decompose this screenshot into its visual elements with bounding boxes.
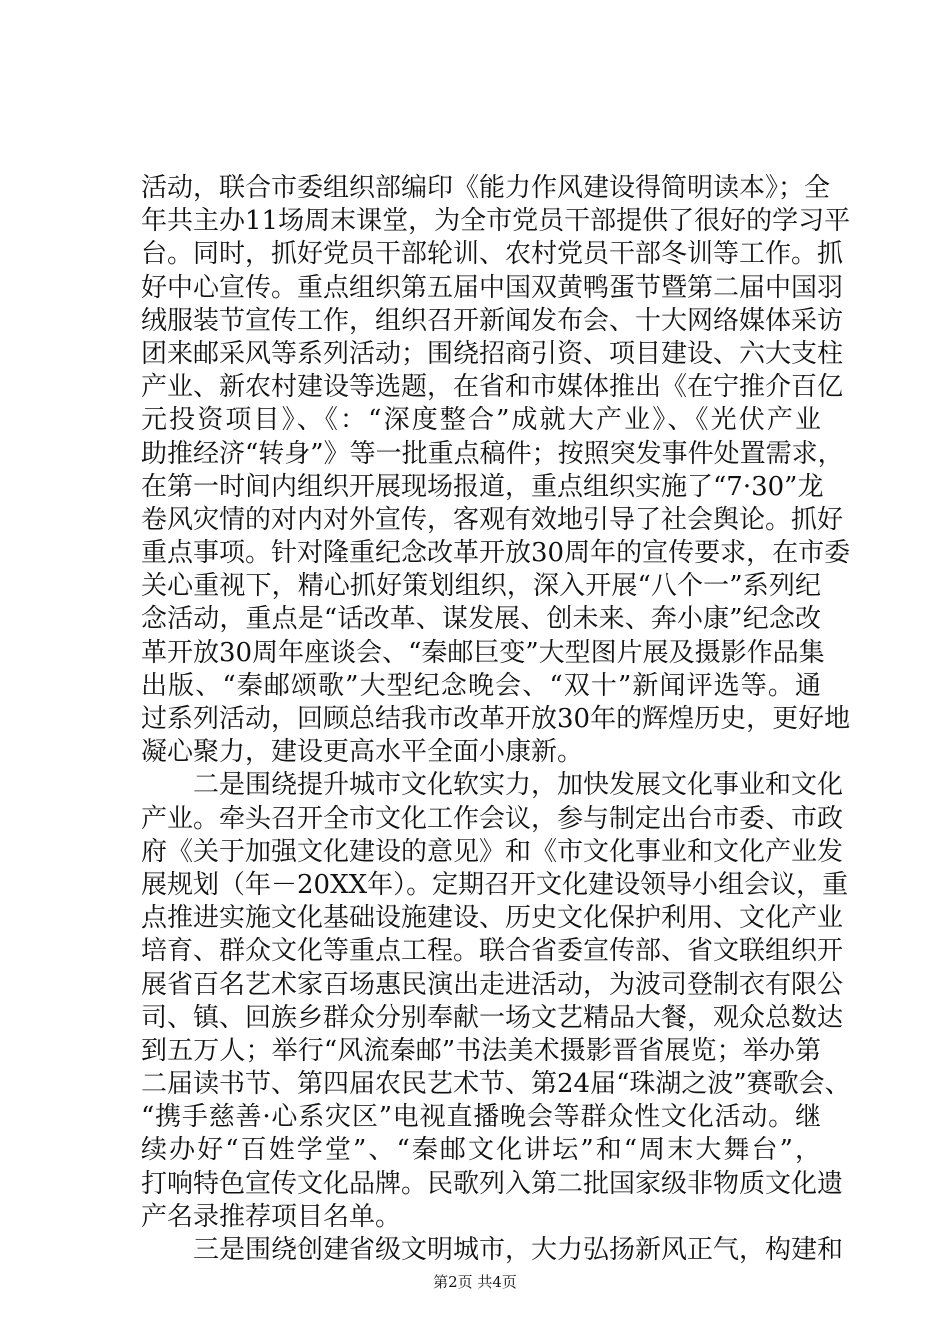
text-line: 二是围绕提升城市文化软实力，加快发展文化事业和文化: [141, 770, 844, 801]
text-line: 续办好“百姓学堂”、“秦邮文化讲坛”和“周末大舞台”，: [141, 1135, 821, 1166]
text-line: 培育、群众文化等重点工程。联合省委宣传部、省文联组织开: [141, 936, 844, 967]
text-line: 到五万人；举行“风流秦邮”书法美术摄影晋省展览；举办第: [141, 1035, 821, 1066]
text-line: 年共主办11场周末课堂，为全市党员干部提供了很好的学习平: [141, 206, 851, 237]
page-footer: 第2页 共4页: [433, 1273, 517, 1291]
text-line: 好中心宣传。重点组织第五届中国双黄鸭蛋节暨第二届中国羽: [141, 272, 844, 303]
text-line: 革开放30周年座谈会、“秦邮巨变”大型图片展及摄影作品集: [141, 637, 825, 668]
text-line: 在第一时间内组织开展现场报道，重点组织实施了“7·30”龙: [141, 471, 824, 502]
text-line: 活动，联合市委组织部编印《能力作风建设得简明读本》；全: [141, 173, 831, 203]
text-line: 产业。牵头召开全市文化工作会议，参与制定出台市委、市政: [141, 803, 844, 834]
text-line: 产名录推荐项目名单。: [141, 1201, 402, 1232]
text-line: 重点事项。针对隆重纪念改革开放30周年的宣传要求，在市委: [141, 538, 851, 569]
text-line: 台。同时，抓好党员干部轮训、农村党员干部冬训等工作。抓: [141, 239, 844, 270]
text-line: 产业、新农村建设等选题，在省和市媒体推出《在宁推介百亿: [141, 372, 844, 403]
text-line: 念活动，重点是“话改革、谋发展、创未来、奔小康”纪念改: [141, 604, 821, 635]
text-line: 过系列活动，回顾总结我市改革开放30年的辉煌历史，更好地: [141, 704, 851, 734]
text-line: 团来邮采风等系列活动；围绕招商引资、项目建设、六大支柱: [141, 338, 844, 369]
text-line: 二届读书节、第四届农民艺术节、第24届“珠湖之波”赛歌会、: [141, 1069, 851, 1100]
body-text: [141, 172, 851, 1267]
text-line: 绒服装节宣传工作，组织召开新闻发布会、十大网络媒体采访: [141, 305, 844, 336]
text-line: 关心重视下，精心抓好策划组织，深入开展“八个一”系列纪: [141, 571, 821, 602]
text-line: 司、镇、回族乡群众分别奉献一场文艺精品大餐，观众总数达: [141, 1002, 844, 1033]
text-line: 凝心聚力，建设更高水平全面小康新。: [141, 737, 584, 768]
text-line: 展省百名艺术家百场惠民演出走进活动，为波司登制衣有限公: [141, 969, 844, 1000]
text-line: “携手慈善·心系灾区”电视直播晚会等群众性文化活动。继: [141, 1102, 821, 1133]
text-line: 点推进实施文化基础设施建设、历史文化保护利用、文化产业: [141, 903, 844, 934]
text-line: 元投资项目》、《：“深度整合”成就大产业》、《光伏产业: [141, 405, 821, 436]
text-line: 出版、“秦邮颂歌”大型纪念晚会、“双十”新闻评选等。通: [141, 670, 821, 701]
text-line: 卷风灾情的对内对外宣传，客观有效地引导了社会舆论。抓好: [141, 504, 844, 535]
text-line: 打响特色宣传文化品牌。民歌列入第二批国家级非物质文化遗: [141, 1168, 844, 1199]
text-line: 助推经济“转身”》等一批重点稿件；按照突发事件处置需求，: [141, 438, 844, 469]
text-line: 三是围绕创建省级文明城市，大力弘扬新风正气，构建和: [141, 1235, 844, 1265]
text-line: 府《关于加强文化建设的意见》和《市文化事业和文化产业发: [141, 836, 844, 867]
text-line: 展规划（年－20XX年）。定期召开文化建设领导小组会议，重: [141, 869, 849, 900]
